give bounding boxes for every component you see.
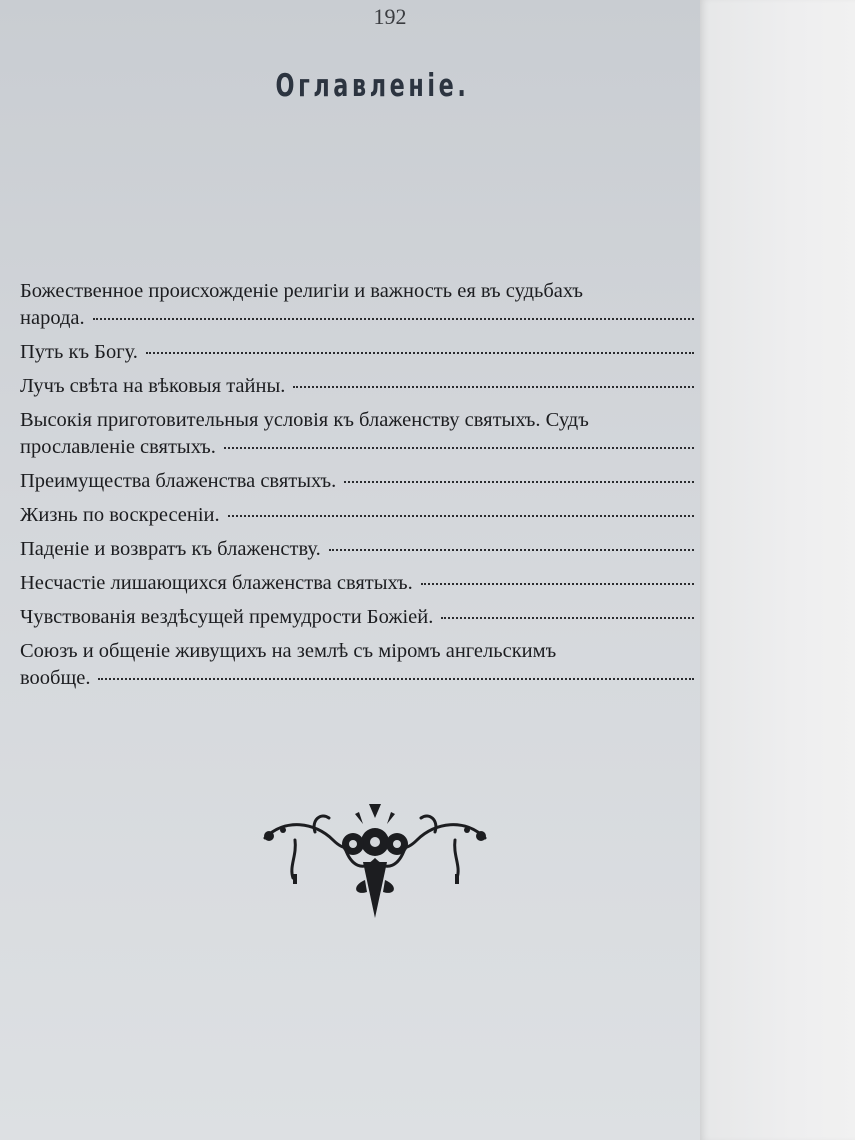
- toc-entry-title: Лучъ свѣта на вѣковыя тайны.: [20, 375, 286, 397]
- toc-entry-title: прославленіе святыхъ.: [20, 436, 216, 458]
- dot-leader: [98, 677, 694, 680]
- toc-entry-title: народа.: [20, 307, 85, 329]
- dot-leader: [441, 616, 694, 619]
- toc-entry-6[interactable]: [20, 502, 740, 529]
- floral-vignette-icon: [255, 800, 495, 920]
- dot-leader: [293, 385, 694, 388]
- toc-entry-title-line1: Божественное происхожденіе религіи и важность ея въ судьбахъ: [20, 280, 583, 302]
- toc-entry-2[interactable]: [20, 339, 740, 366]
- toc-entry-title: Несчастіе лишающихся блаженства святыхъ.: [20, 572, 413, 594]
- toc-entry-title: Жизнь по воскресеніи.: [20, 504, 220, 526]
- toc-entry-1[interactable]: [20, 278, 740, 332]
- toc-entry-5[interactable]: [20, 468, 740, 495]
- toc-entry-4[interactable]: [20, 407, 740, 461]
- dot-leader: [329, 548, 694, 551]
- toc-entry-title: Путь къ Богу.: [20, 341, 138, 363]
- dot-leader: [146, 351, 694, 354]
- toc-entry-9[interactable]: [20, 604, 740, 631]
- toc-entry-title-line1: Высокія приготовительныя условія къ блаженству святыхъ. Судъ: [20, 409, 589, 431]
- dot-leader: [224, 446, 694, 449]
- toc-entry-7[interactable]: [20, 536, 740, 563]
- toc-entry-3[interactable]: [20, 373, 740, 400]
- toc-entry-8[interactable]: [20, 570, 740, 597]
- toc-entry-title-line1: Союзъ и общеніе живущихъ на землѣ съ міромъ ангельскимъ: [20, 640, 557, 662]
- page-title: Оглавленіе.: [275, 68, 470, 104]
- toc-entry-title: Чувствованія вездѣсущей премудрости Божіей.: [20, 606, 434, 628]
- dot-leader: [93, 317, 694, 320]
- toc-entry-title: Паденіе и возвратъ къ блаженству.: [20, 538, 321, 560]
- dot-leader: [228, 514, 694, 517]
- toc-entry-title: вообще.: [20, 667, 91, 689]
- toc-entry-10[interactable]: [20, 638, 740, 692]
- toc-entry-title: Преимущества блаженства святыхъ.: [20, 470, 337, 492]
- dot-leader: [421, 582, 694, 585]
- adjacent-page: [700, 0, 855, 1140]
- table-of-contents: [20, 278, 740, 699]
- dot-leader: [344, 480, 694, 483]
- page-number: 192: [373, 4, 407, 29]
